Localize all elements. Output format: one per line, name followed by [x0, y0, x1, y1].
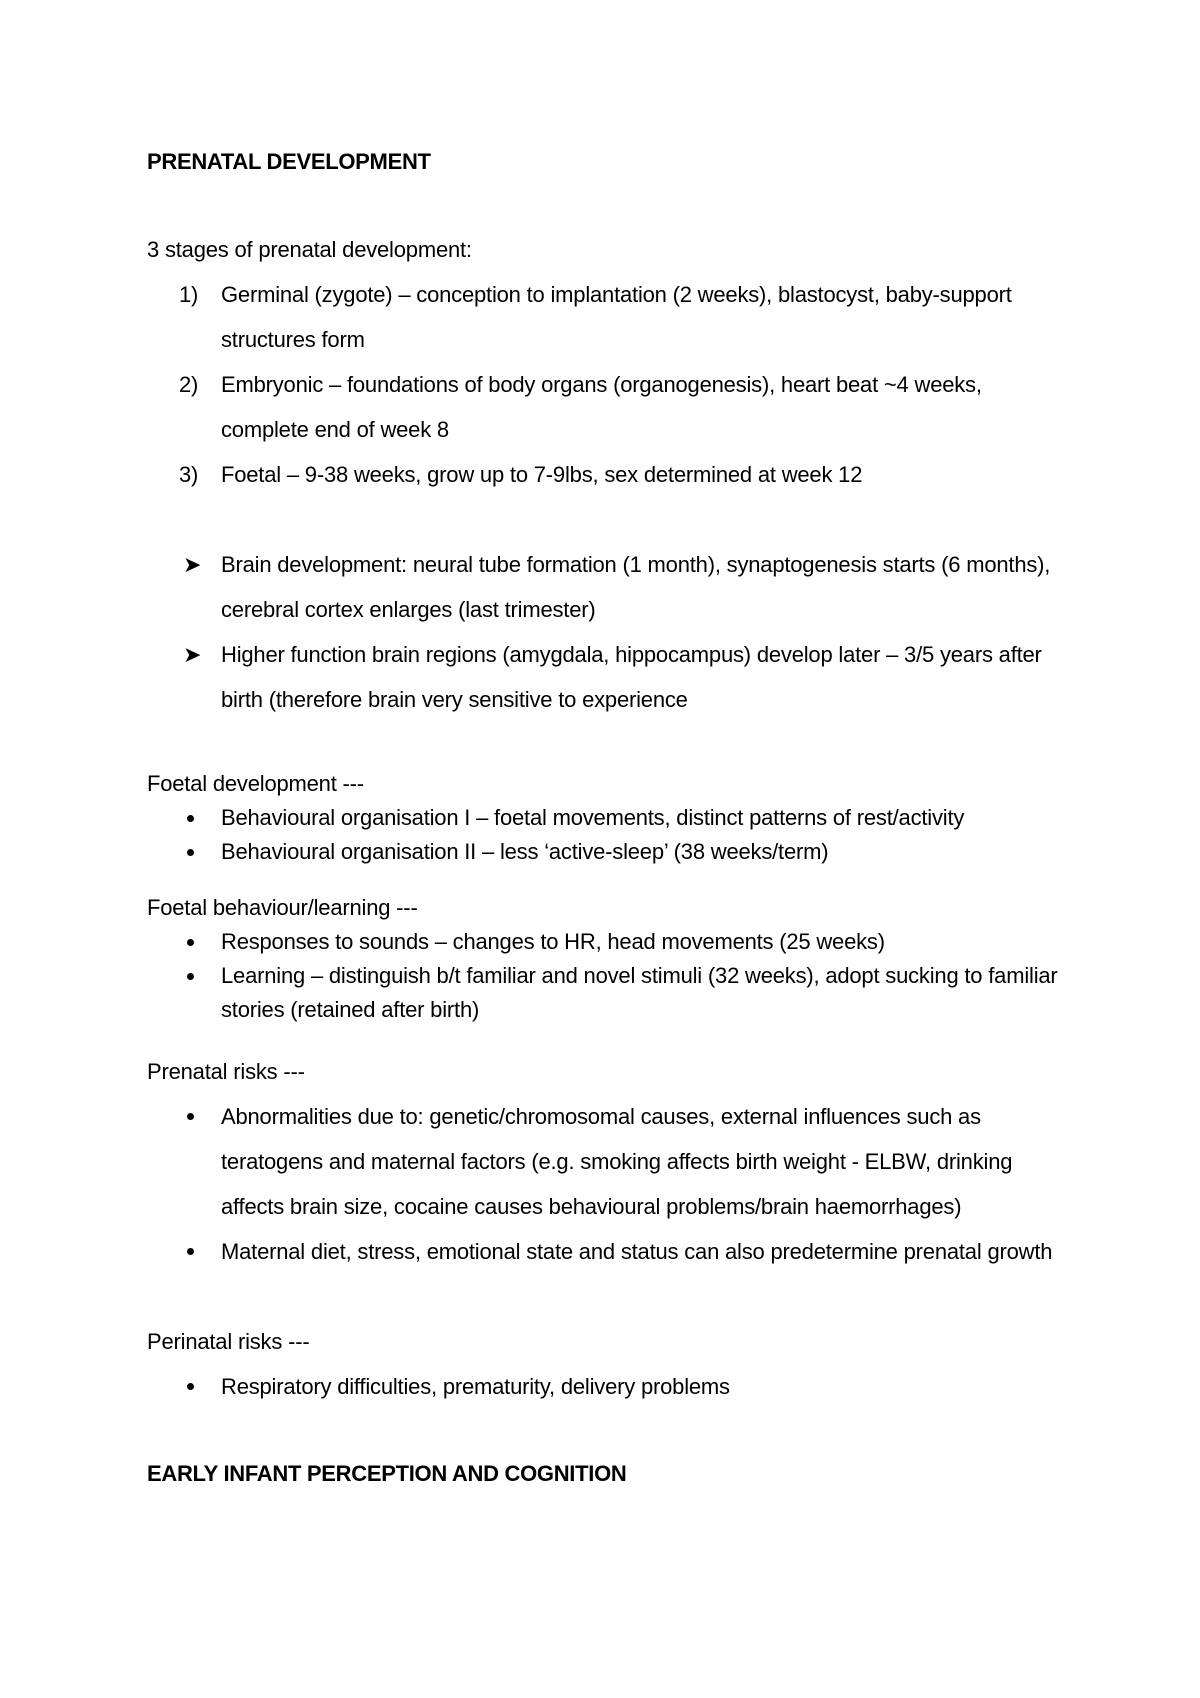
section-heading-foetal-behaviour: Foetal behaviour/learning --- — [147, 895, 418, 920]
list-item-text: Behavioural organisation I – foetal movements, distinct patterns of rest/activity — [221, 805, 965, 830]
prenatal-risks-list — [147, 1094, 1067, 1274]
list-item — [147, 272, 1067, 362]
bullet-icon — [187, 973, 194, 980]
bullet-icon — [187, 849, 194, 856]
list-number: 2) — [179, 372, 199, 397]
stages-intro: 3 stages of prenatal development: — [147, 237, 472, 262]
bullet-icon — [187, 815, 194, 822]
foetal-behaviour-list — [147, 925, 1067, 1027]
list-item-text: Brain development: neural tube formation (1 month), synaptogenesis starts (6 months), cerebral cortex enlarges (last trimester) — [221, 552, 1051, 622]
section-heading-foetal-development: Foetal development --- — [147, 771, 364, 796]
list-item-text: Abnormalities due to: genetic/chromosomal causes, external influences such as teratogens and maternal factors (e.g. smoking affects birth weight - ELBW, drinking affects brain size, cocaine causes behavioural problems/brain haemorrhages) — [221, 1104, 1013, 1219]
bullet-icon — [187, 1248, 194, 1255]
stages-list — [147, 272, 1067, 497]
list-item-text: Responses to sounds – changes to HR, head movements (25 weeks) — [221, 929, 885, 954]
bullet-icon — [187, 939, 194, 946]
list-item — [147, 362, 1067, 452]
document-body — [147, 142, 1067, 1494]
section-heading-perinatal-risks: Perinatal risks --- — [147, 1329, 310, 1354]
brain-list — [147, 542, 1067, 722]
list-item — [147, 632, 1067, 722]
list-item — [147, 452, 1067, 497]
perinatal-risks-list — [147, 1364, 1067, 1409]
list-item-text: Embryonic – foundations of body organs (organogenesis), heart beat ~4 weeks, complete end of week 8 — [221, 372, 982, 442]
list-number: 1) — [179, 282, 199, 307]
list-item-text: Learning – distinguish b/t familiar and novel stimuli (32 weeks), adopt sucking to familiar stories (retained after birth) — [221, 963, 1058, 1022]
list-number: 3) — [179, 462, 199, 487]
doc-title: PRENATAL DEVELOPMENT — [147, 149, 431, 174]
list-item-text: Foetal – 9-38 weeks, grow up to 7-9lbs, sex determined at week 12 — [221, 462, 863, 487]
list-item — [147, 959, 1067, 1027]
bullet-icon — [187, 1113, 194, 1120]
section-heading-prenatal-risks: Prenatal risks --- — [147, 1059, 305, 1084]
list-item-text: Germinal (zygote) – conception to implantation (2 weeks), blastocyst, baby-support structures form — [221, 282, 1012, 352]
list-item-text: Respiratory difficulties, prematurity, delivery problems — [221, 1374, 730, 1399]
list-item — [147, 835, 1067, 869]
list-item-text: Behavioural organisation II – less ‘active-sleep’ (38 weeks/term) — [221, 839, 829, 864]
list-item — [147, 925, 1067, 959]
list-item — [147, 1364, 1067, 1409]
list-item — [147, 1094, 1067, 1229]
list-item — [147, 1229, 1067, 1274]
section-title-early-infant: EARLY INFANT PERCEPTION AND COGNITION — [147, 1461, 627, 1486]
list-item — [147, 801, 1067, 835]
arrow-bullet-icon: ➤ — [183, 642, 202, 667]
bullet-icon — [187, 1383, 194, 1390]
list-item-text: Higher function brain regions (amygdala, hippocampus) develop later – 3/5 years after birth (therefore brain very sensitive to experience — [221, 642, 1042, 712]
list-item — [147, 542, 1067, 632]
list-item-text: Maternal diet, stress, emotional state and status can also predetermine prenatal growth — [221, 1239, 1053, 1264]
foetal-development-list — [147, 801, 1067, 869]
arrow-bullet-icon: ➤ — [183, 552, 202, 577]
